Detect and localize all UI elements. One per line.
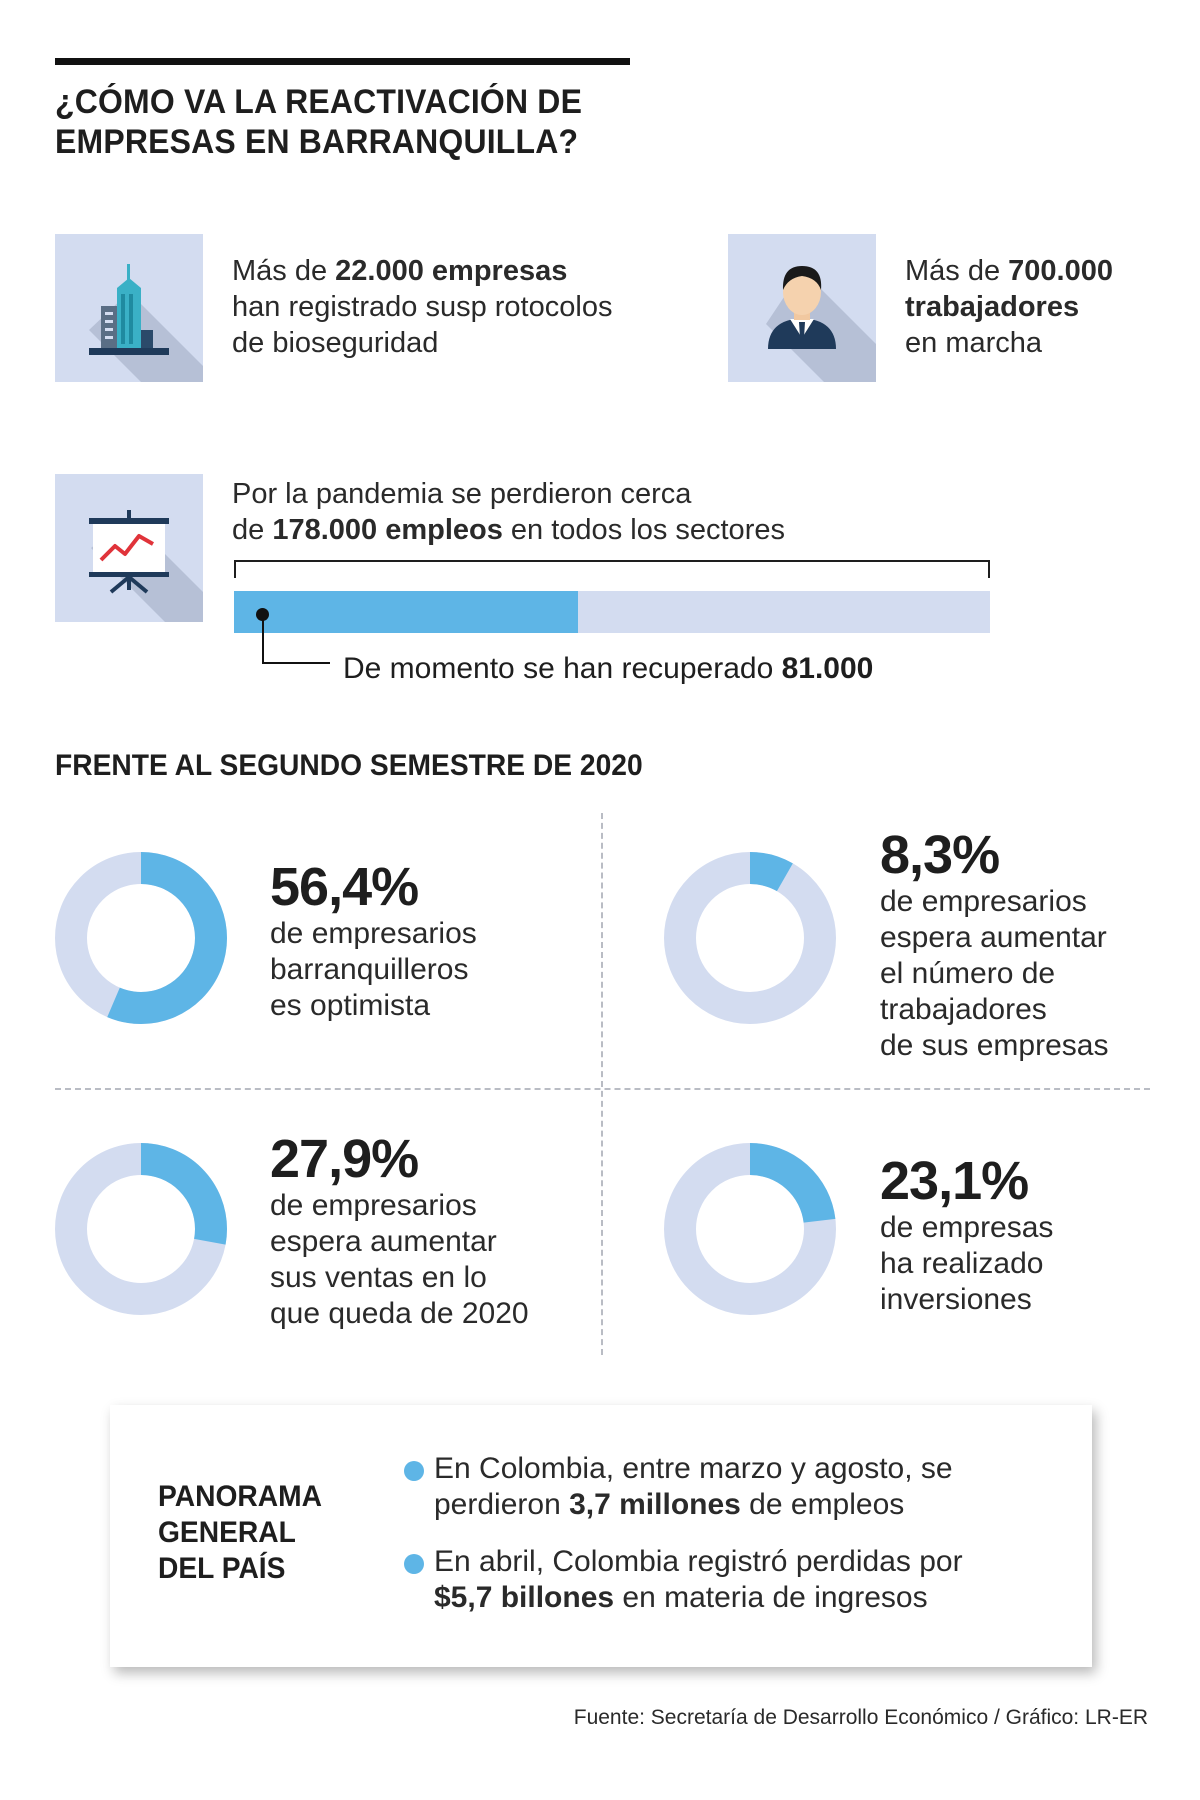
stat-description: de empresarios espera aumentar sus ventas en lo que queda de 2020 <box>270 1189 529 1330</box>
stat-sales <box>55 1143 227 1320</box>
companies-count: 22.000 empresas <box>335 255 568 287</box>
panorama-box <box>110 1405 1092 1667</box>
donut-chart-investment <box>664 1143 836 1315</box>
horizontal-divider <box>55 1088 1150 1090</box>
panorama-bullet-income: En abril, Colombia registró perdidas por $5,7 billones en materia de ingresos <box>434 1544 1074 1616</box>
donut-track <box>680 868 820 1008</box>
workers-fact: Más de 700.000 trabajadores en marcha <box>905 255 1113 359</box>
donut-chart-optimism <box>55 852 227 1024</box>
companies-fact: Más de 22.000 empresas han registrado susp rotocolos de bioseguridad <box>232 255 613 359</box>
building-icon <box>55 234 203 382</box>
stat-value: 27,9% <box>270 1129 419 1189</box>
stat-value: 8,3% <box>880 825 1000 885</box>
title-line-2: EMPRESAS EN BARRANQUILLA? <box>55 123 579 161</box>
title-line-1: ¿CÓMO VA LA REACTIVACIÓN DE <box>55 83 583 121</box>
jobs-lost-fact: Por la pandemia se perdieron cerca de 178.000 empleos en todos los sectores <box>232 478 785 546</box>
donut-chart-sales <box>55 1143 227 1315</box>
stat-description: de empresarios barranquilleros es optimista <box>270 917 477 1022</box>
worker-icon <box>728 234 876 382</box>
jobs-recovery-track <box>234 591 990 633</box>
panorama-title: PANORAMA GENERAL DEL PAÍS <box>158 1480 322 1585</box>
stat-sales-text <box>270 1130 529 1332</box>
stat-value: 56,4% <box>270 857 419 917</box>
stat-hiring-text <box>880 826 1108 1064</box>
donut-chart-hiring <box>664 852 836 1024</box>
jobs-lost-count: 178.000 empleos <box>272 514 503 546</box>
workers-count: 700.000 <box>1008 255 1113 287</box>
jobs-total-bracket <box>234 560 990 578</box>
stat-optimism-text <box>270 858 477 1024</box>
callout-leader <box>262 616 330 664</box>
stat-investment-text <box>880 1152 1053 1318</box>
stat-investment <box>664 1143 836 1320</box>
stat-description: de empresarios espera aumentar el número de trabajadores de sus empresas <box>880 885 1109 1062</box>
stat-hiring <box>664 852 836 1029</box>
jobs-recovered-count: 81.000 <box>781 652 874 685</box>
presentation-chart-icon <box>55 474 203 622</box>
stat-optimism <box>55 852 227 1029</box>
stat-description: de empresas ha realizado inversiones <box>880 1211 1054 1316</box>
section-heading: FRENTE AL SEGUNDO SEMESTRE DE 2020 <box>55 749 643 782</box>
bullet-dot-icon <box>404 1461 424 1481</box>
vertical-divider <box>601 813 603 1355</box>
panorama-bullet-jobs: En Colombia, entre marzo y agosto, se perdieron 3,7 millones de empleos <box>434 1451 1074 1523</box>
stat-value: 23,1% <box>880 1151 1029 1211</box>
source-credit: Fuente: Secretaría de Desarrollo Económico / Gráfico: LR-ER <box>573 1706 1148 1729</box>
page-title <box>55 82 713 162</box>
header-rule <box>55 58 630 65</box>
bullet-dot-icon <box>404 1554 424 1574</box>
jobs-recovered-caption: De momento se han recuperado 81.000 <box>343 652 874 685</box>
